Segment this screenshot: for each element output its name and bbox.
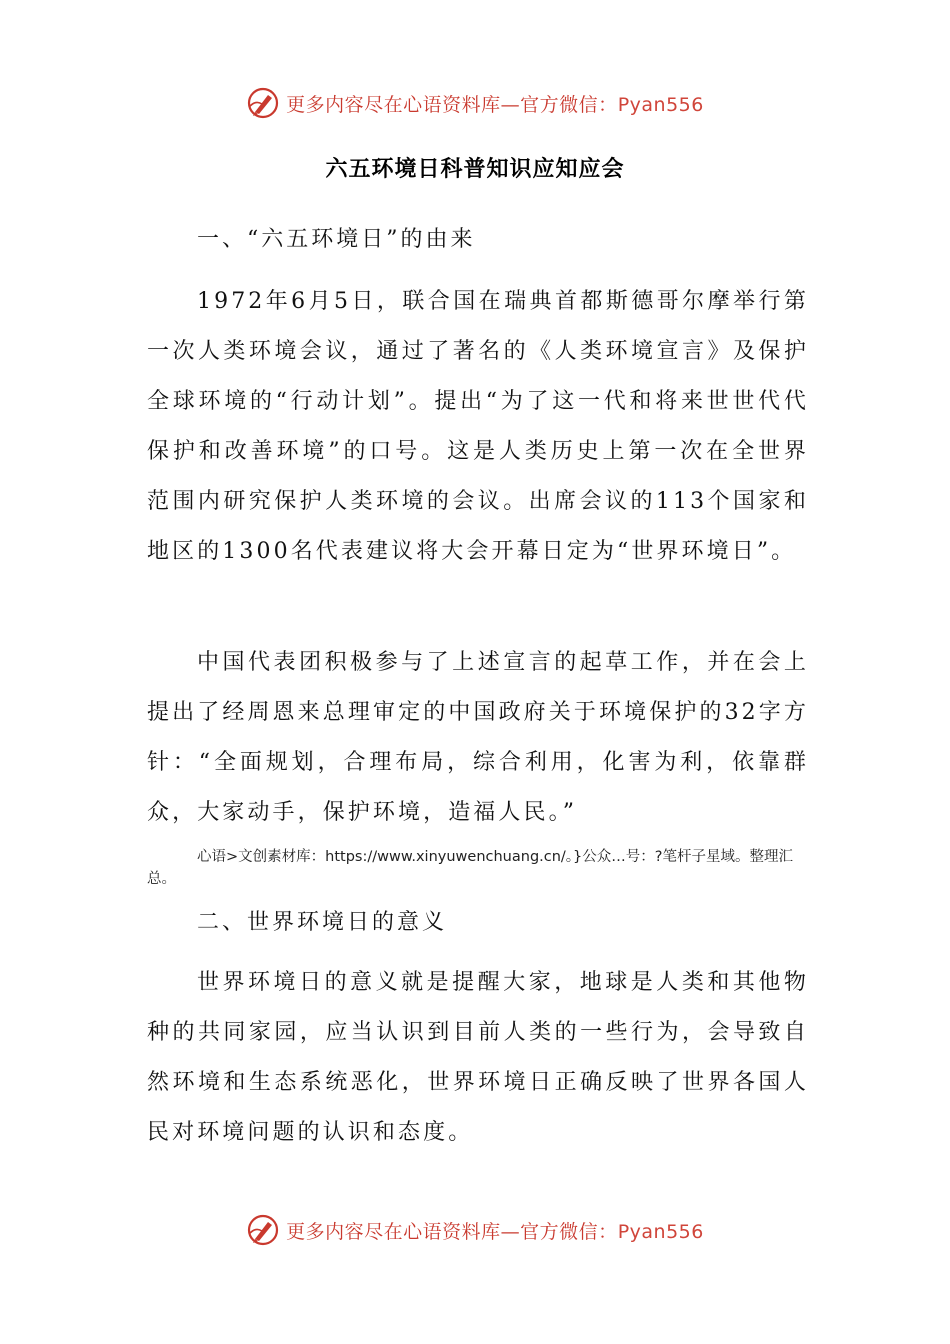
pen-logo-icon: [246, 86, 280, 120]
wechat-id: Pyan556: [617, 93, 704, 116]
section1-heading: 一、“六五环境日”的由来: [197, 227, 476, 252]
banner-dash: —: [500, 1220, 521, 1243]
banner-dash: —: [500, 93, 521, 116]
wechat-label: 官方微信：: [520, 1220, 618, 1243]
pen-logo-icon: [246, 1213, 280, 1247]
footer-banner: [0, 1210, 950, 1250]
wechat-id: Pyan556: [617, 1220, 704, 1243]
source-note: 心语>文创素材库：https://www.xinyuwenchuang.cn/。}公众…号：?笔杆子星域。整理汇总。: [147, 849, 793, 887]
banner-text: 更多内容尽在心语资料库: [286, 93, 501, 116]
wechat-label: 官方微信：: [520, 93, 618, 116]
section1-paragraph-2: 中国代表团积极参与了上述宣言的起草工作，并在会上提出了经周恩来总理审定的中国政府关于环境保护的32字方针：“全面规划，合理布局，综合利用，化害为利，依靠群众，大家动手，保护环境，造福人民。”: [147, 650, 809, 825]
section2-heading: 二、世界环境日的意义: [197, 910, 448, 935]
page-title: 六五环境日科普知识应知应会: [325, 157, 625, 182]
section1-paragraph-1: 1972年6月5日，联合国在瑞典首都斯德哥尔摩举行第一次人类环境会议，通过了著名的《人类环境宣言》及保护全球环境的“行动计划”。提出“为了这一代和将来世世代代保护和改善环境”的口号。这是人类历史上第一次在全世界范围内研究保护人类环境的会议。出席会议的113个国家和地区的1300名代表建议将大会开幕日定为“世界环境日”。: [147, 289, 809, 564]
section2-paragraph-1: 世界环境日的意义就是提醒大家，地球是人类和其他物种的共同家园，应当认识到目前人类的一些行为，会导致自然环境和生态系统恶化，世界环境日正确反映了世界各国人民对环境问题的认识和态度。: [147, 970, 809, 1145]
banner-text: 更多内容尽在心语资料库: [286, 1220, 501, 1243]
header-banner: [0, 83, 950, 123]
